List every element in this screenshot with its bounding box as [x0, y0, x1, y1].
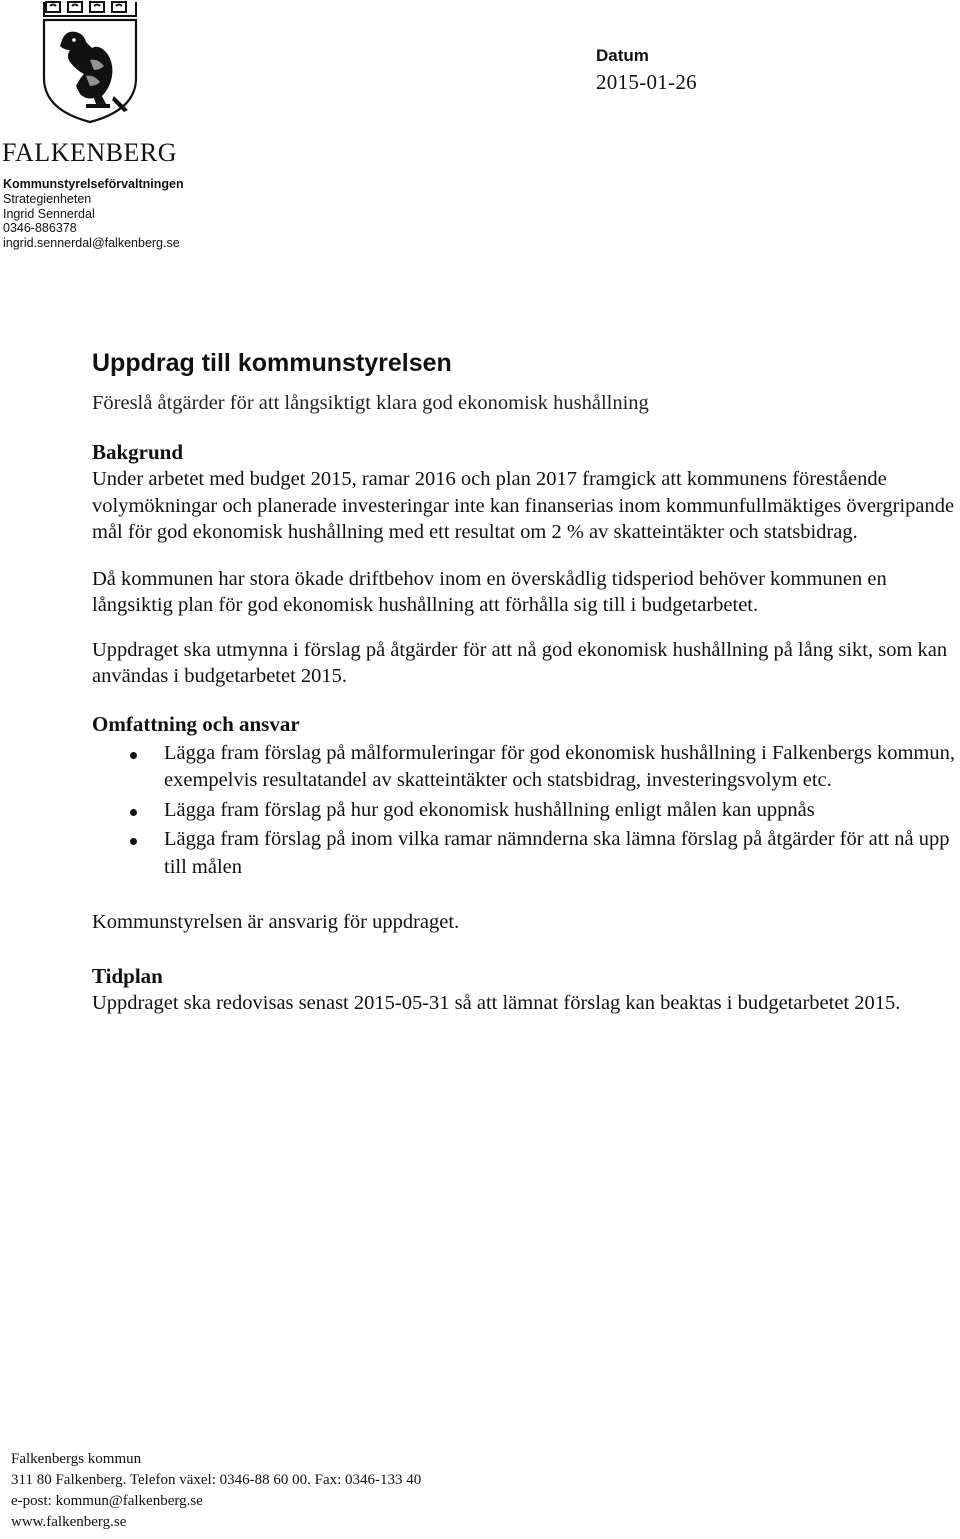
footer-org: Falkenbergs kommun [11, 1451, 142, 1467]
section-heading-omfattning: Omfattning och ansvar [92, 711, 300, 736]
list-item-text: Lägga fram förslag på inom vilka ramar nämnderna ska lämna förslag på åtgärder för att nå upp till målen [164, 828, 950, 878]
unit-name: Strategienheten [3, 191, 92, 206]
page-footer [11, 1449, 421, 1533]
date-label: Datum [596, 46, 649, 65]
bullet-icon [130, 752, 137, 759]
contact-name: Ingrid Sennerdal [3, 206, 95, 221]
list-item [92, 740, 958, 795]
paragraph-bakgrund-1: Under arbetet med budget 2015, ramar 2016 och plan 2017 framgick att kommunens förestående volymökningar och planerade investeringar inte kan finanserias inom kommunfullmäktiges övergripande mål för god ekonomisk hushållning med ett resultat om 2 % av skatteintäkter och statsbidrag. [92, 468, 955, 543]
contact-phone: 0346-886378 [3, 221, 77, 236]
bullet-icon [130, 838, 137, 845]
document-body [92, 348, 958, 1016]
date-block [596, 46, 697, 95]
footer-email: e-post: kommun@falkenberg.se [11, 1493, 203, 1509]
contact-email: ingrid.sennerdal@falkenberg.se [3, 236, 180, 251]
bullet-icon [130, 809, 137, 816]
list-item [92, 826, 958, 881]
paragraph-bakgrund-2: Då kommunen har stora ökade driftbehov inom en överskådlig tidsperiod behöver kommunen en långsiktig plan för god ekonomisk hushållning att förhålla sig till i budgetarbetet. [92, 567, 887, 616]
paragraph-bakgrund-3: Uppdraget ska utmynna i förslag på åtgärder för att nå god ekonomisk hushållning på lång sikt, som kan användas i budgetarbetet 2015. [92, 638, 948, 687]
section-heading-tidplan: Tidplan [92, 963, 163, 988]
paragraph-responsibility: Kommunstyrelsen är ansvarig för uppdraget. [92, 911, 460, 933]
page-subtitle: Föreslå åtgärder för att långsiktigt klara god ekonomisk hushållning [92, 392, 649, 414]
list-item-text: Lägga fram förslag på målformuleringar för god ekonomisk hushållning i Falkenbergs kommun, exempelvis resultatandel av skatteintäkter och statsbidrag, investeringsvolym etc. [164, 741, 955, 791]
falcon-coat-of-arms-icon [40, 0, 140, 124]
department-name: Kommunstyrelseförvaltningen [3, 177, 184, 191]
footer-web: www.falkenberg.se [11, 1514, 127, 1530]
organization-name: FALKENBERG [2, 138, 177, 167]
footer-address: 311 80 Falkenberg. Telefon växel: 0346-88 60 00. Fax: 0346-133 40 [11, 1472, 422, 1488]
bullet-list [92, 740, 958, 882]
sender-block [3, 177, 184, 251]
paragraph-tidplan: Uppdraget ska redovisas senast 2015-05-31 så att lämnat förslag kan beaktas i budgetarbetet 2015. [92, 991, 901, 1014]
section-heading-bakgrund: Bakgrund [92, 440, 184, 464]
list-item [92, 797, 958, 825]
page-title: Uppdrag till kommunstyrelsen [92, 349, 452, 377]
date-value: 2015-01-26 [596, 70, 697, 94]
list-item-text: Lägga fram förslag på hur god ekonomisk hushållning enligt målen kan uppnås [164, 798, 815, 821]
